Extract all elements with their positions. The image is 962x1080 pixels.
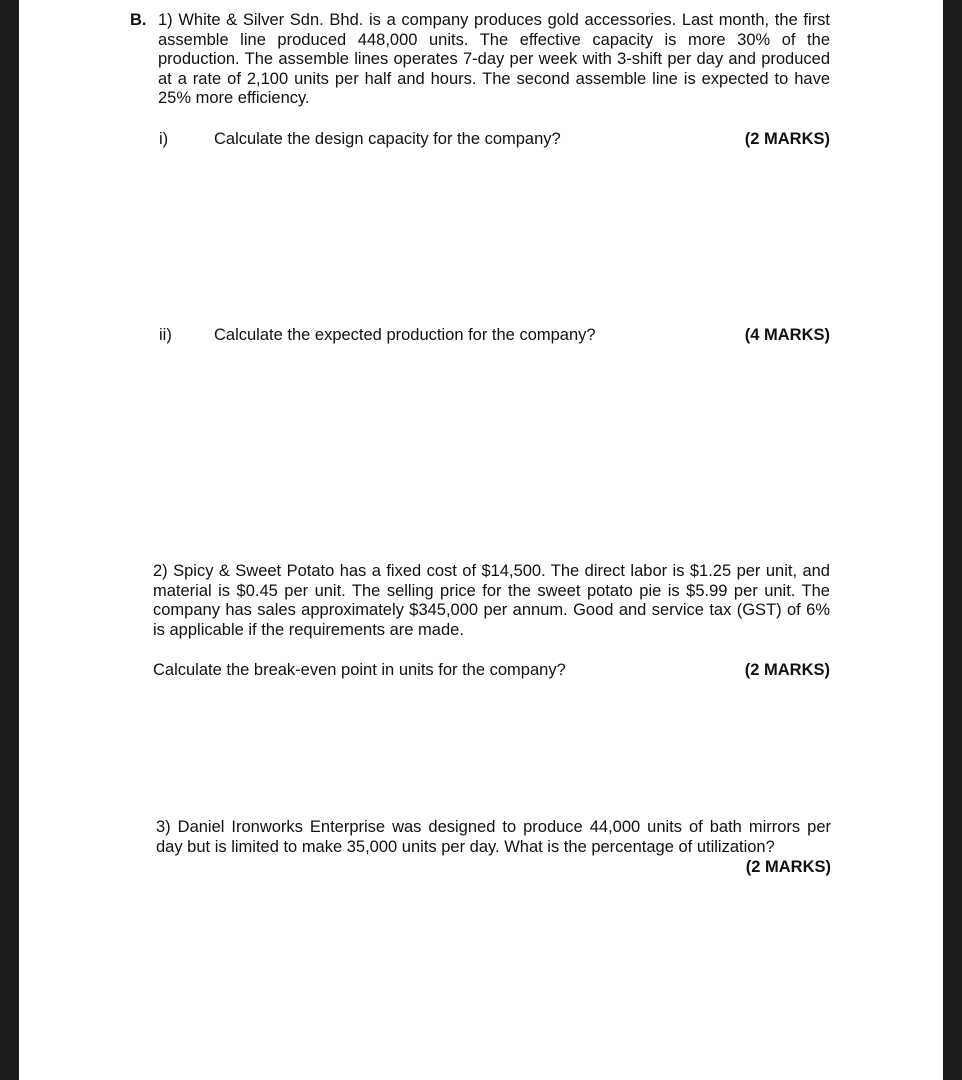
question-1-ii-marks: (4 MARKS) [744,326,830,344]
question-1-ii-text: Calculate the expected production for the company? [214,326,596,344]
question-1-i-numeral: i) [159,130,169,148]
question-1-i-text: Calculate the design capacity for the company? [214,130,561,148]
question-1-i-marks: (2 MARKS) [744,130,830,148]
question-3-marks: (2 MARKS) [745,858,831,876]
document-page [19,0,943,1080]
question-2-prompt: Calculate the break-even point in units for the company? [153,661,566,679]
question-1-text: 1) White & Silver Sdn. Bhd. is a company produces gold accessories. Last month, the first assemble line produced 448,000 units. The effective capacity is more 30% of the production. The assemble lines operates 7-day per week with 3-shift per day and produced at a rate of 2,100 units per half and hours. The second assemble line is expected to have 25% more efficiency. [158,11,830,108]
question-3-text: 3) Daniel Ironworks Enterprise was designed to produce 44,000 units of bath mirrors per day but is limited to make 35,000 units per day. What is the percentage of utilization? [156,818,831,856]
question-2-marks: (2 MARKS) [744,661,830,679]
question-2-text: 2) Spicy & Sweet Potato has a fixed cost of $14,500. The direct labor is $1.25 per unit, and material is $0.45 per unit. The selling price for the sweet potato pie is $5.99 per unit. The company has sales approximately $345,000 per annum. Good and service tax (GST) of 6% is applicable if the requirements are made. [153,562,830,639]
section-label: B. [130,11,147,29]
question-1-ii-numeral: ii) [159,326,172,344]
